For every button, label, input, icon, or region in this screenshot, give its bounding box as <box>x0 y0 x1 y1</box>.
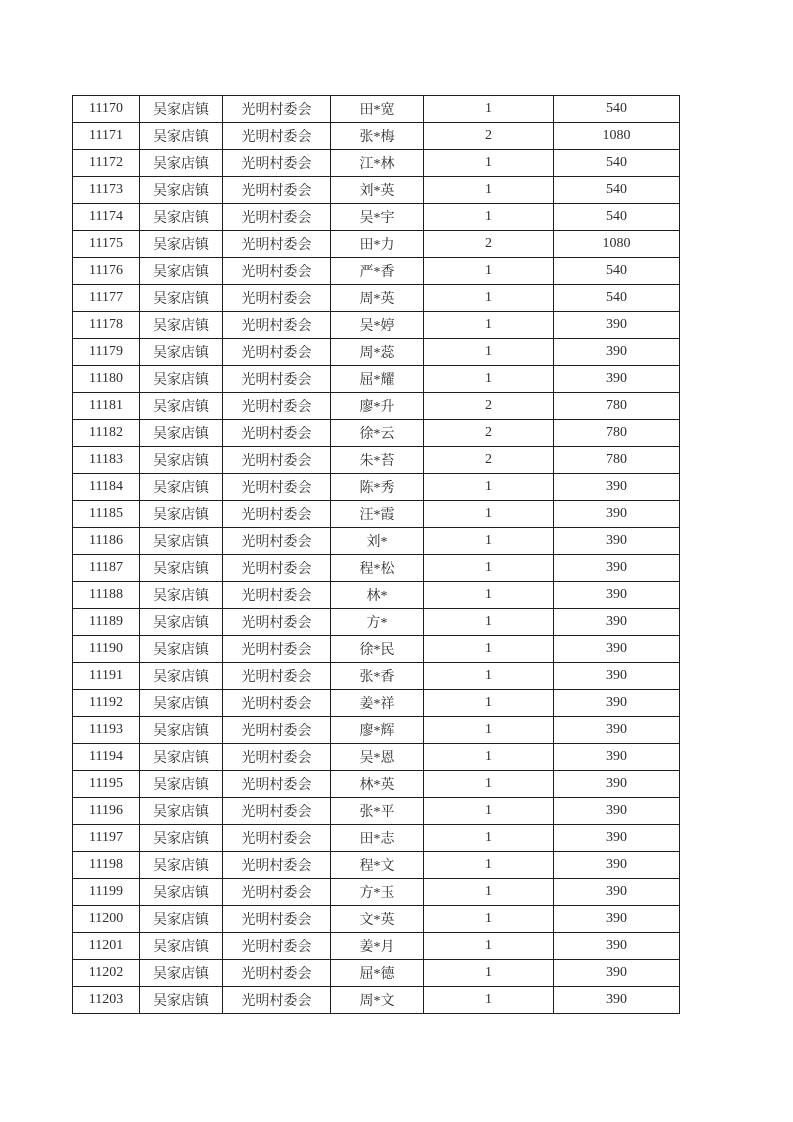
table-cell-record-no: 11202 <box>73 960 140 987</box>
table-cell-town: 吴家店镇 <box>140 987 223 1014</box>
table-cell-amount: 390 <box>554 744 680 771</box>
table-cell-count: 1 <box>424 177 554 204</box>
table-cell-count: 2 <box>424 393 554 420</box>
table-cell-name: 周*文 <box>331 987 424 1014</box>
table-cell-record-no: 11170 <box>73 96 140 123</box>
table-cell-count: 1 <box>424 366 554 393</box>
table-cell-record-no: 11176 <box>73 258 140 285</box>
table-cell-record-no: 11195 <box>73 771 140 798</box>
table-cell-amount: 390 <box>554 636 680 663</box>
table-row <box>73 474 680 501</box>
table-cell-village: 光明村委会 <box>223 960 331 987</box>
table-cell-record-no: 11171 <box>73 123 140 150</box>
table-cell-record-no: 11189 <box>73 609 140 636</box>
table-cell-town: 吴家店镇 <box>140 582 223 609</box>
table-cell-record-no: 11200 <box>73 906 140 933</box>
table-cell-village: 光明村委会 <box>223 150 331 177</box>
table-row <box>73 123 680 150</box>
table-cell-amount: 390 <box>554 366 680 393</box>
table-cell-count: 1 <box>424 555 554 582</box>
table-cell-name: 周*英 <box>331 285 424 312</box>
table-cell-count: 2 <box>424 420 554 447</box>
table-cell-village: 光明村委会 <box>223 906 331 933</box>
table-cell-town: 吴家店镇 <box>140 555 223 582</box>
table-cell-record-no: 11196 <box>73 798 140 825</box>
table-cell-name: 张*香 <box>331 663 424 690</box>
table-row <box>73 177 680 204</box>
table-row <box>73 825 680 852</box>
table-body <box>73 96 680 1014</box>
table-cell-village: 光明村委会 <box>223 177 331 204</box>
table-cell-record-no: 11190 <box>73 636 140 663</box>
table-cell-count: 1 <box>424 987 554 1014</box>
table-cell-name: 姜*祥 <box>331 690 424 717</box>
table-cell-town: 吴家店镇 <box>140 258 223 285</box>
table-row <box>73 690 680 717</box>
table-row <box>73 366 680 393</box>
table-cell-town: 吴家店镇 <box>140 663 223 690</box>
table-cell-village: 光明村委会 <box>223 609 331 636</box>
table-cell-town: 吴家店镇 <box>140 285 223 312</box>
table-cell-village: 光明村委会 <box>223 312 331 339</box>
table-cell-name: 田*志 <box>331 825 424 852</box>
table-cell-record-no: 11199 <box>73 879 140 906</box>
table-cell-count: 1 <box>424 744 554 771</box>
table-cell-name: 吴*婷 <box>331 312 424 339</box>
table-cell-town: 吴家店镇 <box>140 636 223 663</box>
table-cell-village: 光明村委会 <box>223 447 331 474</box>
table-row <box>73 528 680 555</box>
table-cell-name: 文*英 <box>331 906 424 933</box>
table-cell-record-no: 11172 <box>73 150 140 177</box>
table-cell-village: 光明村委会 <box>223 852 331 879</box>
table-cell-amount: 390 <box>554 906 680 933</box>
table-cell-town: 吴家店镇 <box>140 177 223 204</box>
table-cell-count: 1 <box>424 906 554 933</box>
table-cell-village: 光明村委会 <box>223 474 331 501</box>
table-cell-count: 1 <box>424 879 554 906</box>
table-cell-count: 1 <box>424 501 554 528</box>
table-cell-village: 光明村委会 <box>223 204 331 231</box>
table-cell-village: 光明村委会 <box>223 555 331 582</box>
table-cell-village: 光明村委会 <box>223 420 331 447</box>
table-cell-town: 吴家店镇 <box>140 447 223 474</box>
table-row <box>73 933 680 960</box>
table-cell-record-no: 11175 <box>73 231 140 258</box>
table-cell-count: 1 <box>424 771 554 798</box>
table-cell-count: 1 <box>424 528 554 555</box>
table-row <box>73 420 680 447</box>
table-cell-name: 田*宽 <box>331 96 424 123</box>
table-cell-amount: 390 <box>554 690 680 717</box>
table-cell-count: 1 <box>424 825 554 852</box>
table-cell-village: 光明村委会 <box>223 879 331 906</box>
table-cell-village: 光明村委会 <box>223 690 331 717</box>
table-cell-town: 吴家店镇 <box>140 393 223 420</box>
table-cell-village: 光明村委会 <box>223 528 331 555</box>
table-cell-village: 光明村委会 <box>223 933 331 960</box>
table-row <box>73 717 680 744</box>
table-row <box>73 150 680 177</box>
table-cell-name: 方*玉 <box>331 879 424 906</box>
table-cell-count: 1 <box>424 150 554 177</box>
table-cell-record-no: 11185 <box>73 501 140 528</box>
table-cell-amount: 390 <box>554 501 680 528</box>
table-cell-name: 方* <box>331 609 424 636</box>
table-cell-amount: 390 <box>554 771 680 798</box>
table-row <box>73 555 680 582</box>
table-cell-village: 光明村委会 <box>223 582 331 609</box>
table-cell-record-no: 11198 <box>73 852 140 879</box>
table-cell-village: 光明村委会 <box>223 744 331 771</box>
table-cell-record-no: 11194 <box>73 744 140 771</box>
table-cell-amount: 390 <box>554 879 680 906</box>
table-cell-count: 1 <box>424 717 554 744</box>
table-row <box>73 663 680 690</box>
table-cell-amount: 390 <box>554 312 680 339</box>
table-cell-count: 1 <box>424 609 554 636</box>
table-cell-count: 1 <box>424 582 554 609</box>
table-row <box>73 447 680 474</box>
table-cell-town: 吴家店镇 <box>140 501 223 528</box>
table-cell-amount: 390 <box>554 474 680 501</box>
table-cell-village: 光明村委会 <box>223 339 331 366</box>
table-cell-count: 2 <box>424 123 554 150</box>
table-cell-amount: 390 <box>554 555 680 582</box>
table-cell-record-no: 11181 <box>73 393 140 420</box>
table-cell-name: 徐*民 <box>331 636 424 663</box>
table-cell-village: 光明村委会 <box>223 717 331 744</box>
table-cell-count: 1 <box>424 960 554 987</box>
table-cell-count: 1 <box>424 312 554 339</box>
table-cell-name: 刘* <box>331 528 424 555</box>
table-cell-count: 1 <box>424 285 554 312</box>
table-cell-name: 严*香 <box>331 258 424 285</box>
table-cell-amount: 390 <box>554 987 680 1014</box>
table-cell-amount: 540 <box>554 177 680 204</box>
table-cell-town: 吴家店镇 <box>140 825 223 852</box>
table-row <box>73 852 680 879</box>
table-cell-amount: 1080 <box>554 123 680 150</box>
table-row <box>73 312 680 339</box>
table-cell-town: 吴家店镇 <box>140 852 223 879</box>
table-cell-village: 光明村委会 <box>223 393 331 420</box>
table-cell-town: 吴家店镇 <box>140 879 223 906</box>
table-cell-amount: 390 <box>554 582 680 609</box>
table-cell-amount: 390 <box>554 852 680 879</box>
table-row <box>73 771 680 798</box>
table-cell-amount: 390 <box>554 717 680 744</box>
table-cell-record-no: 11173 <box>73 177 140 204</box>
table-cell-village: 光明村委会 <box>223 231 331 258</box>
table-cell-village: 光明村委会 <box>223 636 331 663</box>
table-row <box>73 285 680 312</box>
table-cell-name: 姜*月 <box>331 933 424 960</box>
table-cell-amount: 390 <box>554 663 680 690</box>
table-cell-name: 汪*霞 <box>331 501 424 528</box>
table-cell-town: 吴家店镇 <box>140 123 223 150</box>
table-cell-town: 吴家店镇 <box>140 420 223 447</box>
table-cell-count: 1 <box>424 852 554 879</box>
table-row <box>73 744 680 771</box>
table-cell-name: 屈*德 <box>331 960 424 987</box>
data-table <box>72 95 680 1014</box>
table-row <box>73 204 680 231</box>
table-cell-record-no: 11178 <box>73 312 140 339</box>
table-cell-town: 吴家店镇 <box>140 204 223 231</box>
table-row <box>73 582 680 609</box>
table-cell-town: 吴家店镇 <box>140 528 223 555</box>
table-cell-town: 吴家店镇 <box>140 474 223 501</box>
table-cell-town: 吴家店镇 <box>140 690 223 717</box>
table-cell-amount: 390 <box>554 798 680 825</box>
table-cell-amount: 780 <box>554 393 680 420</box>
table-cell-name: 林*英 <box>331 771 424 798</box>
table-cell-name: 程*文 <box>331 852 424 879</box>
table-cell-count: 1 <box>424 690 554 717</box>
table-cell-village: 光明村委会 <box>223 501 331 528</box>
table-cell-count: 1 <box>424 96 554 123</box>
table-cell-count: 2 <box>424 231 554 258</box>
table-cell-town: 吴家店镇 <box>140 150 223 177</box>
table-cell-amount: 540 <box>554 285 680 312</box>
table-cell-amount: 780 <box>554 447 680 474</box>
table-cell-town: 吴家店镇 <box>140 771 223 798</box>
table-cell-count: 1 <box>424 933 554 960</box>
table-cell-record-no: 11184 <box>73 474 140 501</box>
table-cell-amount: 390 <box>554 933 680 960</box>
table-row <box>73 609 680 636</box>
table-row <box>73 258 680 285</box>
table-row <box>73 393 680 420</box>
table-cell-name: 江*林 <box>331 150 424 177</box>
table-cell-record-no: 11193 <box>73 717 140 744</box>
table-cell-count: 1 <box>424 663 554 690</box>
table-cell-village: 光明村委会 <box>223 771 331 798</box>
table-cell-amount: 390 <box>554 609 680 636</box>
table-cell-town: 吴家店镇 <box>140 960 223 987</box>
table-cell-amount: 540 <box>554 204 680 231</box>
table-cell-village: 光明村委会 <box>223 258 331 285</box>
table-cell-record-no: 11197 <box>73 825 140 852</box>
table-cell-town: 吴家店镇 <box>140 933 223 960</box>
table-cell-name: 廖*升 <box>331 393 424 420</box>
table-cell-village: 光明村委会 <box>223 366 331 393</box>
table-cell-name: 张*平 <box>331 798 424 825</box>
table-cell-village: 光明村委会 <box>223 663 331 690</box>
table-row <box>73 339 680 366</box>
table-cell-name: 刘*英 <box>331 177 424 204</box>
table-row <box>73 798 680 825</box>
table-cell-record-no: 11179 <box>73 339 140 366</box>
table-cell-amount: 390 <box>554 825 680 852</box>
table-cell-amount: 540 <box>554 96 680 123</box>
table-cell-name: 程*松 <box>331 555 424 582</box>
table-cell-amount: 390 <box>554 960 680 987</box>
table-cell-village: 光明村委会 <box>223 987 331 1014</box>
table-cell-record-no: 11174 <box>73 204 140 231</box>
table-cell-amount: 780 <box>554 420 680 447</box>
table-cell-village: 光明村委会 <box>223 96 331 123</box>
table-cell-town: 吴家店镇 <box>140 312 223 339</box>
table-cell-count: 1 <box>424 204 554 231</box>
table-cell-town: 吴家店镇 <box>140 906 223 933</box>
table-cell-record-no: 11191 <box>73 663 140 690</box>
table-cell-town: 吴家店镇 <box>140 609 223 636</box>
table-cell-town: 吴家店镇 <box>140 798 223 825</box>
table-cell-village: 光明村委会 <box>223 285 331 312</box>
table-cell-town: 吴家店镇 <box>140 717 223 744</box>
table-cell-amount: 390 <box>554 528 680 555</box>
table-cell-town: 吴家店镇 <box>140 744 223 771</box>
table-cell-record-no: 11177 <box>73 285 140 312</box>
table-cell-count: 1 <box>424 798 554 825</box>
table-row <box>73 96 680 123</box>
table-cell-amount: 540 <box>554 258 680 285</box>
table-cell-record-no: 11203 <box>73 987 140 1014</box>
table-cell-name: 周*蕊 <box>331 339 424 366</box>
table-cell-name: 陈*秀 <box>331 474 424 501</box>
table-cell-name: 屈*耀 <box>331 366 424 393</box>
table-row <box>73 231 680 258</box>
table-row <box>73 987 680 1014</box>
table-cell-count: 1 <box>424 339 554 366</box>
table-cell-record-no: 11183 <box>73 447 140 474</box>
table-cell-record-no: 11201 <box>73 933 140 960</box>
table-cell-count: 1 <box>424 258 554 285</box>
table-row <box>73 960 680 987</box>
table-cell-count: 1 <box>424 636 554 663</box>
table-row <box>73 879 680 906</box>
table-cell-name: 林* <box>331 582 424 609</box>
table-cell-name: 张*梅 <box>331 123 424 150</box>
table-cell-town: 吴家店镇 <box>140 96 223 123</box>
table-cell-name: 朱*苔 <box>331 447 424 474</box>
table-cell-record-no: 11180 <box>73 366 140 393</box>
table-cell-village: 光明村委会 <box>223 123 331 150</box>
table-cell-name: 廖*辉 <box>331 717 424 744</box>
table-cell-name: 吴*宇 <box>331 204 424 231</box>
table-cell-name: 田*力 <box>331 231 424 258</box>
table-cell-record-no: 11187 <box>73 555 140 582</box>
table-cell-town: 吴家店镇 <box>140 339 223 366</box>
table-cell-record-no: 11192 <box>73 690 140 717</box>
table-cell-town: 吴家店镇 <box>140 366 223 393</box>
table-cell-count: 1 <box>424 474 554 501</box>
table-cell-name: 徐*云 <box>331 420 424 447</box>
table-row <box>73 501 680 528</box>
table-row <box>73 636 680 663</box>
table-cell-count: 2 <box>424 447 554 474</box>
table-cell-record-no: 11188 <box>73 582 140 609</box>
table-cell-amount: 1080 <box>554 231 680 258</box>
table-cell-village: 光明村委会 <box>223 825 331 852</box>
table-cell-record-no: 11182 <box>73 420 140 447</box>
table-row <box>73 906 680 933</box>
table-cell-village: 光明村委会 <box>223 798 331 825</box>
table-cell-amount: 540 <box>554 150 680 177</box>
table-cell-amount: 390 <box>554 339 680 366</box>
table-cell-record-no: 11186 <box>73 528 140 555</box>
table-cell-town: 吴家店镇 <box>140 231 223 258</box>
table-cell-name: 吴*恩 <box>331 744 424 771</box>
